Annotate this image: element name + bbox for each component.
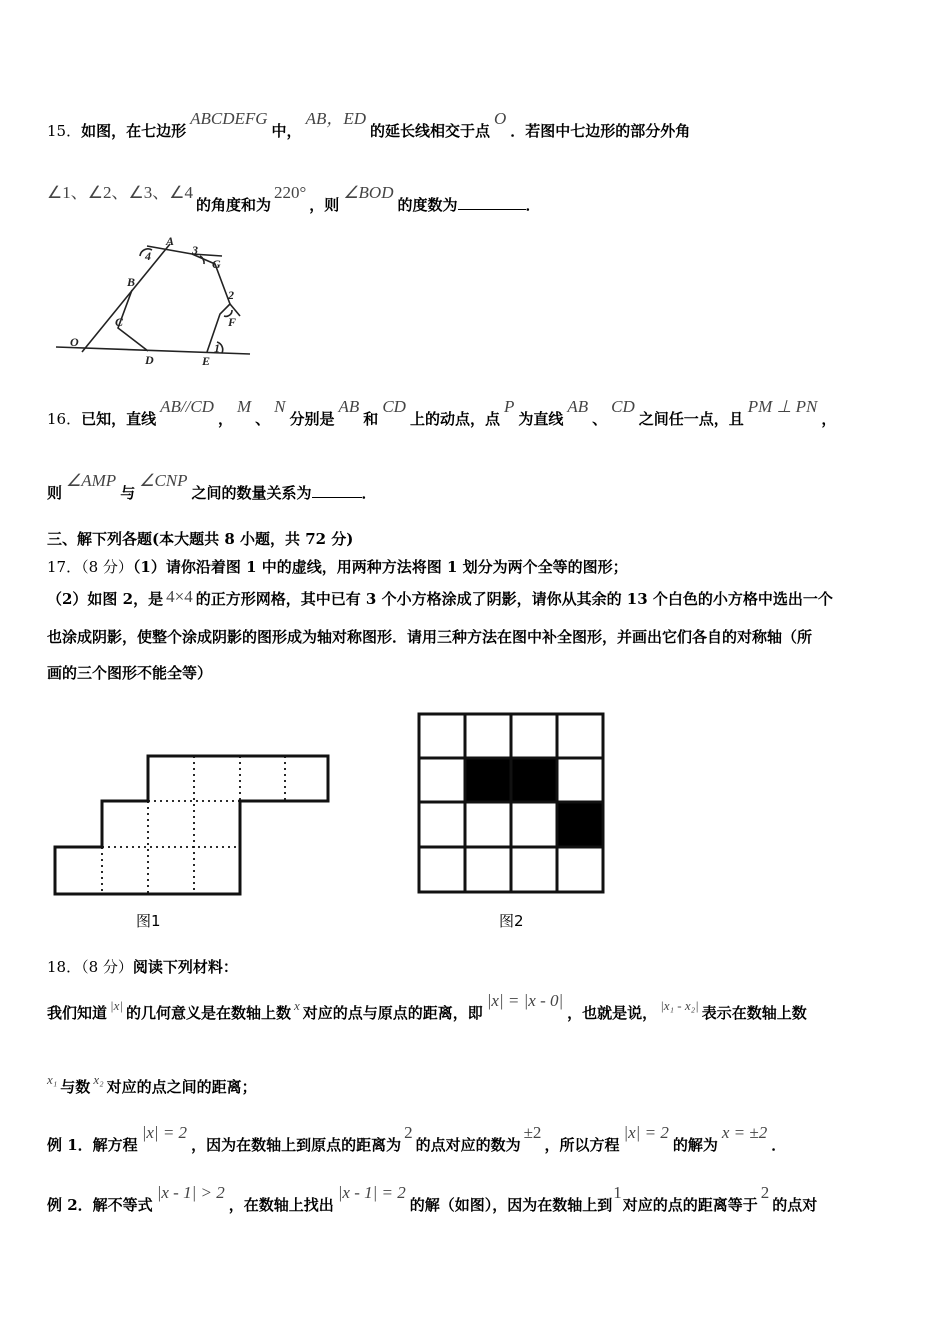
math-expr: 220° xyxy=(273,183,307,202)
text: 和 xyxy=(363,410,379,428)
math-expr: PM ⊥ PN xyxy=(747,397,818,416)
text: 的解（如图），因为在数轴上到 xyxy=(409,1196,613,1214)
text: 已知，直线 xyxy=(81,410,157,428)
label-g: G xyxy=(212,257,221,271)
math-expr: |x - 1| > 2 xyxy=(156,1183,225,1202)
q16-line1 xyxy=(47,397,837,429)
label-b: B xyxy=(127,275,136,289)
text: ，也就是说， xyxy=(567,1004,658,1022)
text: 对应的点的距离等于 xyxy=(622,1196,758,1214)
text: 之间任一点，且 xyxy=(638,410,744,428)
text: 对应的点之间的距离； xyxy=(106,1078,257,1096)
text: ．若图中七边形的部分外角 xyxy=(510,122,691,140)
text: ． xyxy=(361,484,377,502)
text: 解不等式 xyxy=(92,1196,153,1214)
label-c: C xyxy=(115,315,124,329)
q18-line2 xyxy=(47,991,807,1023)
math-expr: ∠CNP xyxy=(139,471,188,490)
score: （8 分） xyxy=(81,958,133,976)
shaded-cell xyxy=(557,802,603,847)
question-number: 18． xyxy=(47,958,82,976)
text: 与 xyxy=(120,484,136,502)
text: ，则 xyxy=(309,196,340,214)
label-o: O xyxy=(70,335,79,349)
label-d: D xyxy=(145,353,154,367)
text: 中， xyxy=(271,122,302,140)
text: 表示在数轴上数 xyxy=(701,1004,807,1022)
question-number: 16． xyxy=(47,410,82,428)
q17-line1 xyxy=(47,556,628,577)
q18-example1 xyxy=(47,1123,787,1155)
math-expr: CD xyxy=(611,397,635,416)
text: 的正方形网格，其中已有 3 个小方格涂成了阴影，请你从其余的 13 个白色的小方格中选出一个 xyxy=(195,590,833,608)
question-number: 17． xyxy=(47,558,82,576)
section-heading: 三、解下列各题(本大题共 8 小题，共 72 分) xyxy=(47,530,354,548)
math-expr: |x₁ - x₂| xyxy=(660,998,699,1013)
math-expr: AB//CD xyxy=(160,397,214,416)
angle-3: 3 xyxy=(192,243,198,257)
math-expr: 1 xyxy=(613,1183,622,1202)
math-expr: ∠1、∠2、∠3、∠4 xyxy=(47,183,193,202)
label-f: F xyxy=(228,315,237,329)
text: ， xyxy=(217,410,233,428)
math-expr: AB xyxy=(567,397,589,416)
q15-line1 xyxy=(47,109,691,141)
math-expr: |x| = 2 xyxy=(623,1123,669,1142)
math-expr: |x| = |x - 0| xyxy=(486,991,564,1010)
text: 则 xyxy=(47,484,63,502)
q16-line2 xyxy=(47,471,377,503)
figure-1-staircase xyxy=(50,754,335,899)
text: 为直线 xyxy=(518,410,564,428)
text: 分别是 xyxy=(289,410,335,428)
staircase-outline xyxy=(55,756,328,894)
text: （1）请你沿着图 1 中的虚线，用两种方法将图 1 划分为两个全等的图形； xyxy=(132,558,628,576)
math-expr: ABCDEFG xyxy=(190,109,268,128)
math-expr: CD xyxy=(382,397,406,416)
text: 上的动点，点 xyxy=(409,410,500,428)
text: 我们知道 xyxy=(47,1004,108,1022)
math-expr: AB xyxy=(338,397,360,416)
text: ， xyxy=(821,410,837,428)
math-expr: 2 xyxy=(404,1123,413,1142)
math-expr: N xyxy=(274,397,286,416)
math-expr: ∠BOD xyxy=(343,183,394,202)
q17-line4: 画的三个图形不能全等） xyxy=(47,664,213,682)
text: （2）如图 2，是 xyxy=(47,590,164,608)
angle-4: 4 xyxy=(145,249,151,263)
example-label: 例 1． xyxy=(47,1136,93,1154)
math-expr: |x - 1| = 2 xyxy=(337,1183,406,1202)
q15-line2 xyxy=(47,183,541,215)
text: 、 xyxy=(255,410,271,428)
math-expr: |x| xyxy=(110,998,123,1013)
figure-2-caption: 图2 xyxy=(499,912,524,930)
figure-2-grid xyxy=(416,712,606,894)
text: 如图，在七边形 xyxy=(81,122,187,140)
answer-blank xyxy=(312,483,362,498)
text: 的解为 xyxy=(672,1136,718,1154)
math-expr: AB，ED xyxy=(305,109,366,128)
math-expr: 4×4 xyxy=(166,587,193,606)
angle-1: 1 xyxy=(214,341,220,355)
math-expr: x₁ xyxy=(47,1072,58,1087)
text: 之间的数量关系为 xyxy=(191,484,312,502)
math-expr: x = ±2 xyxy=(721,1123,768,1142)
math-expr: P xyxy=(503,397,515,416)
text: 对应的点与原点的距离，即 xyxy=(302,1004,483,1022)
math-expr: M xyxy=(236,397,252,416)
math-expr: ∠AMP xyxy=(66,471,117,490)
text: 、 xyxy=(592,410,608,428)
text: ，在数轴上找出 xyxy=(228,1196,334,1214)
arc-3 xyxy=(200,256,204,264)
heptagon-figure xyxy=(52,232,257,372)
q18-example2 xyxy=(47,1183,818,1215)
text: ，因为在数轴上到原点的距离为 xyxy=(191,1136,402,1154)
answer-blank xyxy=(458,195,526,210)
score: （8 分） xyxy=(81,558,133,576)
math-expr: 2 xyxy=(760,1183,770,1202)
math-expr: |x| = 2 xyxy=(141,1123,188,1142)
q18-line1 xyxy=(47,956,238,977)
text: ，所以方程 xyxy=(544,1136,620,1154)
math-expr: x₂ xyxy=(93,1072,104,1087)
text: 与数 xyxy=(60,1078,91,1096)
example-label: 例 2． xyxy=(47,1196,93,1214)
figure-1-caption: 图1 xyxy=(136,912,161,930)
text: 解方程 xyxy=(92,1136,138,1154)
text: ． xyxy=(525,196,541,214)
line-oa xyxy=(82,244,170,352)
math-expr: x xyxy=(293,998,300,1013)
text: 的度数为 xyxy=(397,196,458,214)
text: ． xyxy=(771,1136,787,1154)
text: 的延长线相交于点 xyxy=(370,122,491,140)
text: 的几何意义是在数轴上数 xyxy=(125,1004,291,1022)
math-expr: ±2 xyxy=(523,1123,542,1142)
q18-line3 xyxy=(47,1072,257,1097)
q17-line3: 也涂成阴影，使整个涂成阴影的图形成为轴对称图形．请用三种方法在图中补全图形，并画出它们各自的对称轴（所 xyxy=(47,628,813,646)
question-number: 15． xyxy=(47,122,82,140)
label-a: A xyxy=(166,234,175,248)
angle-2: 2 xyxy=(228,288,234,302)
text: 的角度和为 xyxy=(195,196,271,214)
text: 阅读下列材料： xyxy=(132,958,238,976)
label-e: E xyxy=(202,354,211,368)
text: 的点对 xyxy=(772,1196,818,1214)
text: 的点对应的数为 xyxy=(415,1136,521,1154)
math-expr: O xyxy=(494,109,507,128)
q17-line2 xyxy=(47,588,833,609)
